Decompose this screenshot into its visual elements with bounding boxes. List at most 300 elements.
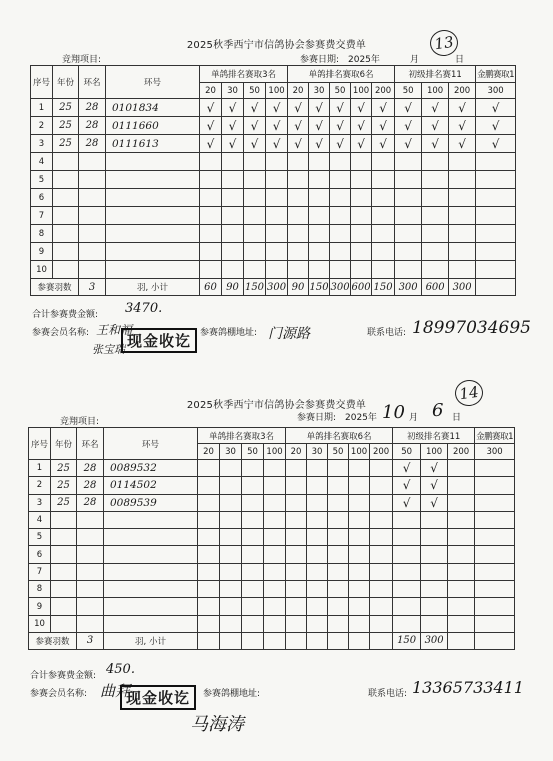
empty-cell [51, 615, 77, 632]
check-mark [370, 460, 393, 477]
empty-cell [328, 581, 349, 598]
fee-form-1 [0, 0, 553, 380]
paid-stamp: 现金收讫 [121, 328, 197, 353]
count-label: 参赛羽数 [29, 632, 77, 649]
check-mark: √ [309, 135, 330, 153]
empty-cell [448, 546, 475, 563]
empty-cell [393, 546, 421, 563]
subtotal-cell [198, 632, 220, 649]
header-group-4: 金鹏赛取1 [475, 428, 515, 444]
check-mark [220, 494, 242, 511]
empty-cell [77, 581, 104, 598]
check-mark [286, 477, 307, 494]
event-label: 竞翔项目: [60, 417, 100, 427]
check-mark: √ [200, 99, 222, 117]
empty-cell [307, 581, 328, 598]
empty-cell [476, 225, 516, 243]
empty-cell [222, 261, 244, 279]
empty-cell [330, 261, 351, 279]
row-number: 1 [31, 99, 53, 117]
header-group-2: 单鸽排名赛取6名 [286, 428, 393, 444]
empty-cell [222, 207, 244, 225]
header-group-1: 单鸽排名赛取3名 [200, 66, 288, 83]
check-mark [448, 477, 475, 494]
empty-cell [421, 615, 448, 632]
empty-cell [264, 615, 286, 632]
date-year: 2025年 [348, 55, 380, 65]
sheet-number: 13 [428, 28, 459, 58]
fee-table-2 [28, 427, 515, 650]
empty-cell [449, 189, 476, 207]
row-ring: 0114502 [104, 477, 198, 494]
check-mark: √ [266, 135, 288, 153]
header-seq: 序号 [29, 428, 51, 460]
price-header: 100 [422, 83, 449, 99]
empty-cell [220, 563, 242, 580]
empty-cell [372, 225, 395, 243]
empty-cell [200, 243, 222, 261]
empty-cell [372, 207, 395, 225]
empty-cell [220, 581, 242, 598]
row-number: 10 [31, 261, 53, 279]
empty-cell [395, 171, 422, 189]
check-mark: √ [476, 99, 516, 117]
empty-cell [264, 581, 286, 598]
empty-cell [288, 207, 309, 225]
check-mark: √ [244, 117, 266, 135]
phone-label: 联系电话: [367, 328, 407, 338]
date-year: 2025年 [345, 413, 377, 423]
row-number: 4 [31, 153, 53, 171]
empty-cell [242, 511, 264, 528]
row-number: 5 [29, 529, 51, 546]
check-mark [220, 477, 242, 494]
subtotal-cell: 600 [351, 279, 372, 296]
subtotal-cell: 150 [372, 279, 395, 296]
empty-cell [395, 207, 422, 225]
table-row [29, 511, 515, 528]
empty-cell [244, 243, 266, 261]
check-mark [475, 477, 515, 494]
check-mark [370, 494, 393, 511]
empty-cell [244, 225, 266, 243]
row-number: 5 [31, 171, 53, 189]
empty-cell [264, 529, 286, 546]
check-mark [349, 460, 370, 477]
empty-cell [220, 511, 242, 528]
check-mark: √ [222, 117, 244, 135]
empty-cell [328, 529, 349, 546]
empty-cell [266, 207, 288, 225]
empty-cell [286, 529, 307, 546]
empty-cell [266, 243, 288, 261]
table-row [29, 460, 515, 477]
empty-cell [53, 243, 79, 261]
row-region: 28 [79, 99, 106, 117]
table-row [29, 598, 515, 615]
empty-cell [448, 511, 475, 528]
table-row [29, 615, 515, 632]
empty-cell [475, 529, 515, 546]
address-label: 参赛鸽棚地址: [203, 689, 261, 699]
table-row [31, 243, 516, 261]
empty-cell [51, 563, 77, 580]
empty-cell [222, 153, 244, 171]
subtotal-cell [286, 632, 307, 649]
check-mark: √ [393, 477, 421, 494]
empty-cell [351, 243, 372, 261]
check-mark: √ [309, 99, 330, 117]
empty-cell [77, 598, 104, 615]
empty-cell [288, 261, 309, 279]
subtotal-cell: 300 [449, 279, 476, 296]
empty-cell [244, 261, 266, 279]
price-header: 20 [286, 444, 307, 460]
subtotal-cell: 600 [422, 279, 449, 296]
row-number: 10 [29, 615, 51, 632]
header-group-3: 初级排名赛11 [395, 66, 476, 83]
empty-cell [222, 243, 244, 261]
price-header: 100 [421, 444, 448, 460]
empty-cell [330, 225, 351, 243]
table-row [31, 117, 516, 135]
empty-cell [106, 243, 200, 261]
date-month-label: 月 [410, 55, 420, 65]
empty-cell [449, 243, 476, 261]
empty-cell [370, 511, 393, 528]
table-row [29, 477, 515, 494]
empty-cell [349, 581, 370, 598]
subtotal-cell: 90 [288, 279, 309, 296]
count-label: 参赛羽数 [31, 279, 79, 296]
check-mark [349, 477, 370, 494]
fee-table-1 [30, 65, 516, 296]
check-mark: √ [351, 99, 372, 117]
empty-cell [395, 243, 422, 261]
date-day-label: 日 [452, 413, 462, 423]
empty-cell [395, 261, 422, 279]
empty-cell [307, 615, 328, 632]
empty-cell [421, 546, 448, 563]
check-mark: √ [422, 117, 449, 135]
empty-cell [288, 225, 309, 243]
empty-cell [286, 615, 307, 632]
empty-cell [422, 171, 449, 189]
row-number: 6 [31, 189, 53, 207]
empty-cell [79, 261, 106, 279]
empty-cell [200, 189, 222, 207]
subtotal-cell [242, 632, 264, 649]
empty-cell [330, 207, 351, 225]
row-number: 9 [31, 243, 53, 261]
empty-cell [449, 225, 476, 243]
empty-cell [288, 153, 309, 171]
table-row [31, 207, 516, 225]
check-mark [370, 477, 393, 494]
empty-cell [307, 529, 328, 546]
price-header: 100 [264, 444, 286, 460]
row-year: 25 [51, 460, 77, 477]
check-mark: √ [288, 135, 309, 153]
check-mark [286, 460, 307, 477]
empty-cell [349, 563, 370, 580]
empty-cell [220, 598, 242, 615]
empty-cell [393, 581, 421, 598]
total-label: 合计参赛费金额: [32, 310, 99, 320]
subtotal-cell: 60 [200, 279, 222, 296]
date-month-value: 10 [382, 402, 405, 423]
check-mark [264, 494, 286, 511]
date-day-value: 6 [432, 400, 444, 421]
check-mark: √ [422, 135, 449, 153]
empty-cell [53, 189, 79, 207]
empty-cell [106, 261, 200, 279]
empty-cell [309, 153, 330, 171]
empty-cell [104, 615, 198, 632]
price-header: 20 [198, 444, 220, 460]
empty-cell [198, 511, 220, 528]
subtotal-cell: 300 [330, 279, 351, 296]
check-mark [242, 477, 264, 494]
empty-cell [309, 225, 330, 243]
empty-cell [198, 529, 220, 546]
empty-cell [449, 171, 476, 189]
header-group-2: 单鸽排名赛取6名 [288, 66, 395, 83]
empty-cell [51, 511, 77, 528]
empty-cell [328, 546, 349, 563]
empty-cell [449, 207, 476, 225]
empty-cell [200, 225, 222, 243]
header-group-3: 初级排名赛11 [393, 428, 475, 444]
address-label: 参赛鸽棚地址: [200, 328, 258, 338]
member-name-2: 张宝瑞 [92, 343, 125, 356]
empty-cell [449, 261, 476, 279]
check-mark: √ [476, 135, 516, 153]
row-year: 25 [53, 99, 79, 117]
empty-cell [421, 598, 448, 615]
form-title: 2025秋季西宁市信鸽协会参赛费交费单 [186, 40, 367, 51]
empty-cell [475, 581, 515, 598]
subtotal-cell [307, 632, 328, 649]
empty-cell [351, 225, 372, 243]
price-header: 50 [244, 83, 266, 99]
check-mark [198, 460, 220, 477]
date-label: 参赛日期: [297, 413, 337, 423]
check-mark: √ [330, 99, 351, 117]
table-row [29, 494, 515, 511]
table-row [29, 529, 515, 546]
member-label: 参赛会员名称: [30, 689, 88, 699]
row-number: 9 [29, 598, 51, 615]
empty-cell [309, 171, 330, 189]
price-header: 30 [307, 444, 328, 460]
empty-cell [104, 529, 198, 546]
empty-cell [393, 598, 421, 615]
row-number: 3 [29, 494, 51, 511]
empty-cell [53, 207, 79, 225]
empty-cell [77, 546, 104, 563]
empty-cell [286, 598, 307, 615]
check-mark: √ [351, 135, 372, 153]
member-name: 王和福 [96, 323, 133, 337]
empty-cell [393, 529, 421, 546]
row-region: 28 [79, 117, 106, 135]
empty-cell [372, 171, 395, 189]
price-header: 200 [449, 83, 476, 99]
empty-cell [307, 511, 328, 528]
form-title: 2025秋季西宁市信鸽协会参赛费交费单 [186, 400, 367, 411]
empty-cell [393, 511, 421, 528]
price-header: 20 [288, 83, 309, 99]
empty-cell [106, 225, 200, 243]
empty-cell [307, 563, 328, 580]
date-day-label: 日 [455, 55, 465, 65]
check-mark [349, 494, 370, 511]
empty-cell [53, 171, 79, 189]
empty-cell [244, 207, 266, 225]
empty-cell [242, 563, 264, 580]
empty-cell [286, 581, 307, 598]
table-row [29, 581, 515, 598]
subtotal-cell [220, 632, 242, 649]
empty-cell [422, 225, 449, 243]
empty-cell [370, 563, 393, 580]
empty-cell [264, 598, 286, 615]
empty-cell [242, 615, 264, 632]
check-mark: √ [421, 477, 448, 494]
price-header: 50 [395, 83, 422, 99]
row-region: 28 [77, 494, 104, 511]
check-mark [198, 494, 220, 511]
price-header: 200 [372, 83, 395, 99]
empty-cell [198, 615, 220, 632]
subtotal-cell [475, 632, 515, 649]
check-mark [242, 460, 264, 477]
empty-cell [349, 511, 370, 528]
empty-cell [222, 225, 244, 243]
empty-cell [372, 153, 395, 171]
empty-cell [309, 207, 330, 225]
row-ring: 0101834 [106, 99, 200, 117]
check-mark: √ [449, 99, 476, 117]
header-year: 年份 [53, 66, 79, 99]
table-row [31, 225, 516, 243]
check-mark: √ [372, 117, 395, 135]
check-mark: √ [421, 460, 448, 477]
empty-cell [77, 615, 104, 632]
subtotal-cell: 150 [244, 279, 266, 296]
empty-cell [328, 615, 349, 632]
empty-cell [372, 261, 395, 279]
empty-cell [476, 243, 516, 261]
row-number: 2 [31, 117, 53, 135]
row-number: 1 [29, 460, 51, 477]
check-mark [475, 494, 515, 511]
empty-cell [79, 207, 106, 225]
check-mark: √ [421, 494, 448, 511]
empty-cell [264, 511, 286, 528]
empty-cell [330, 171, 351, 189]
empty-cell [104, 581, 198, 598]
header-ring: 环号 [106, 66, 200, 99]
empty-cell [476, 189, 516, 207]
empty-cell [349, 546, 370, 563]
event-label: 竞翔项目: [62, 55, 102, 65]
empty-cell [422, 261, 449, 279]
phone-value: 13365733411 [412, 678, 524, 697]
paid-stamp: 现金收讫 [120, 685, 196, 710]
empty-cell [307, 546, 328, 563]
header-region: 环名 [77, 428, 104, 460]
empty-cell [244, 189, 266, 207]
empty-cell [370, 581, 393, 598]
empty-cell [264, 563, 286, 580]
empty-cell [421, 581, 448, 598]
row-number: 8 [29, 581, 51, 598]
check-mark: √ [200, 135, 222, 153]
check-mark: √ [244, 99, 266, 117]
empty-cell [421, 563, 448, 580]
empty-cell [395, 189, 422, 207]
row-number: 4 [29, 511, 51, 528]
table-row [31, 189, 516, 207]
member-name-2: 马海涛 [190, 714, 244, 735]
check-mark [448, 494, 475, 511]
address-value: 门源路 [268, 326, 310, 342]
empty-cell [106, 189, 200, 207]
empty-cell [351, 171, 372, 189]
phone-value: 18997034695 [412, 318, 531, 338]
price-header: 100 [349, 444, 370, 460]
empty-cell [106, 171, 200, 189]
empty-cell [449, 153, 476, 171]
date-month-label: 月 [409, 413, 419, 423]
empty-cell [476, 207, 516, 225]
count-unit: 羽, 小计 [106, 279, 200, 296]
empty-cell [475, 598, 515, 615]
empty-cell [330, 243, 351, 261]
check-mark: √ [372, 99, 395, 117]
empty-cell [330, 189, 351, 207]
empty-cell [448, 529, 475, 546]
price-header: 50 [242, 444, 264, 460]
empty-cell [198, 563, 220, 580]
row-number: 2 [29, 477, 51, 494]
empty-cell [53, 261, 79, 279]
row-year: 25 [53, 135, 79, 153]
check-mark: √ [449, 135, 476, 153]
empty-cell [266, 153, 288, 171]
empty-cell [266, 225, 288, 243]
count-value: 3 [79, 279, 106, 296]
row-year: 25 [53, 117, 79, 135]
empty-cell [242, 598, 264, 615]
header-ring: 环号 [104, 428, 198, 460]
price-header: 100 [351, 83, 372, 99]
check-mark: √ [393, 494, 421, 511]
subtotal-cell [448, 632, 475, 649]
check-mark: √ [422, 99, 449, 117]
empty-cell [266, 189, 288, 207]
check-mark [264, 477, 286, 494]
price-header: 50 [393, 444, 421, 460]
empty-cell [53, 225, 79, 243]
empty-cell [393, 615, 421, 632]
row-ring: 0111660 [106, 117, 200, 135]
empty-cell [475, 615, 515, 632]
table-row [29, 563, 515, 580]
empty-cell [370, 598, 393, 615]
